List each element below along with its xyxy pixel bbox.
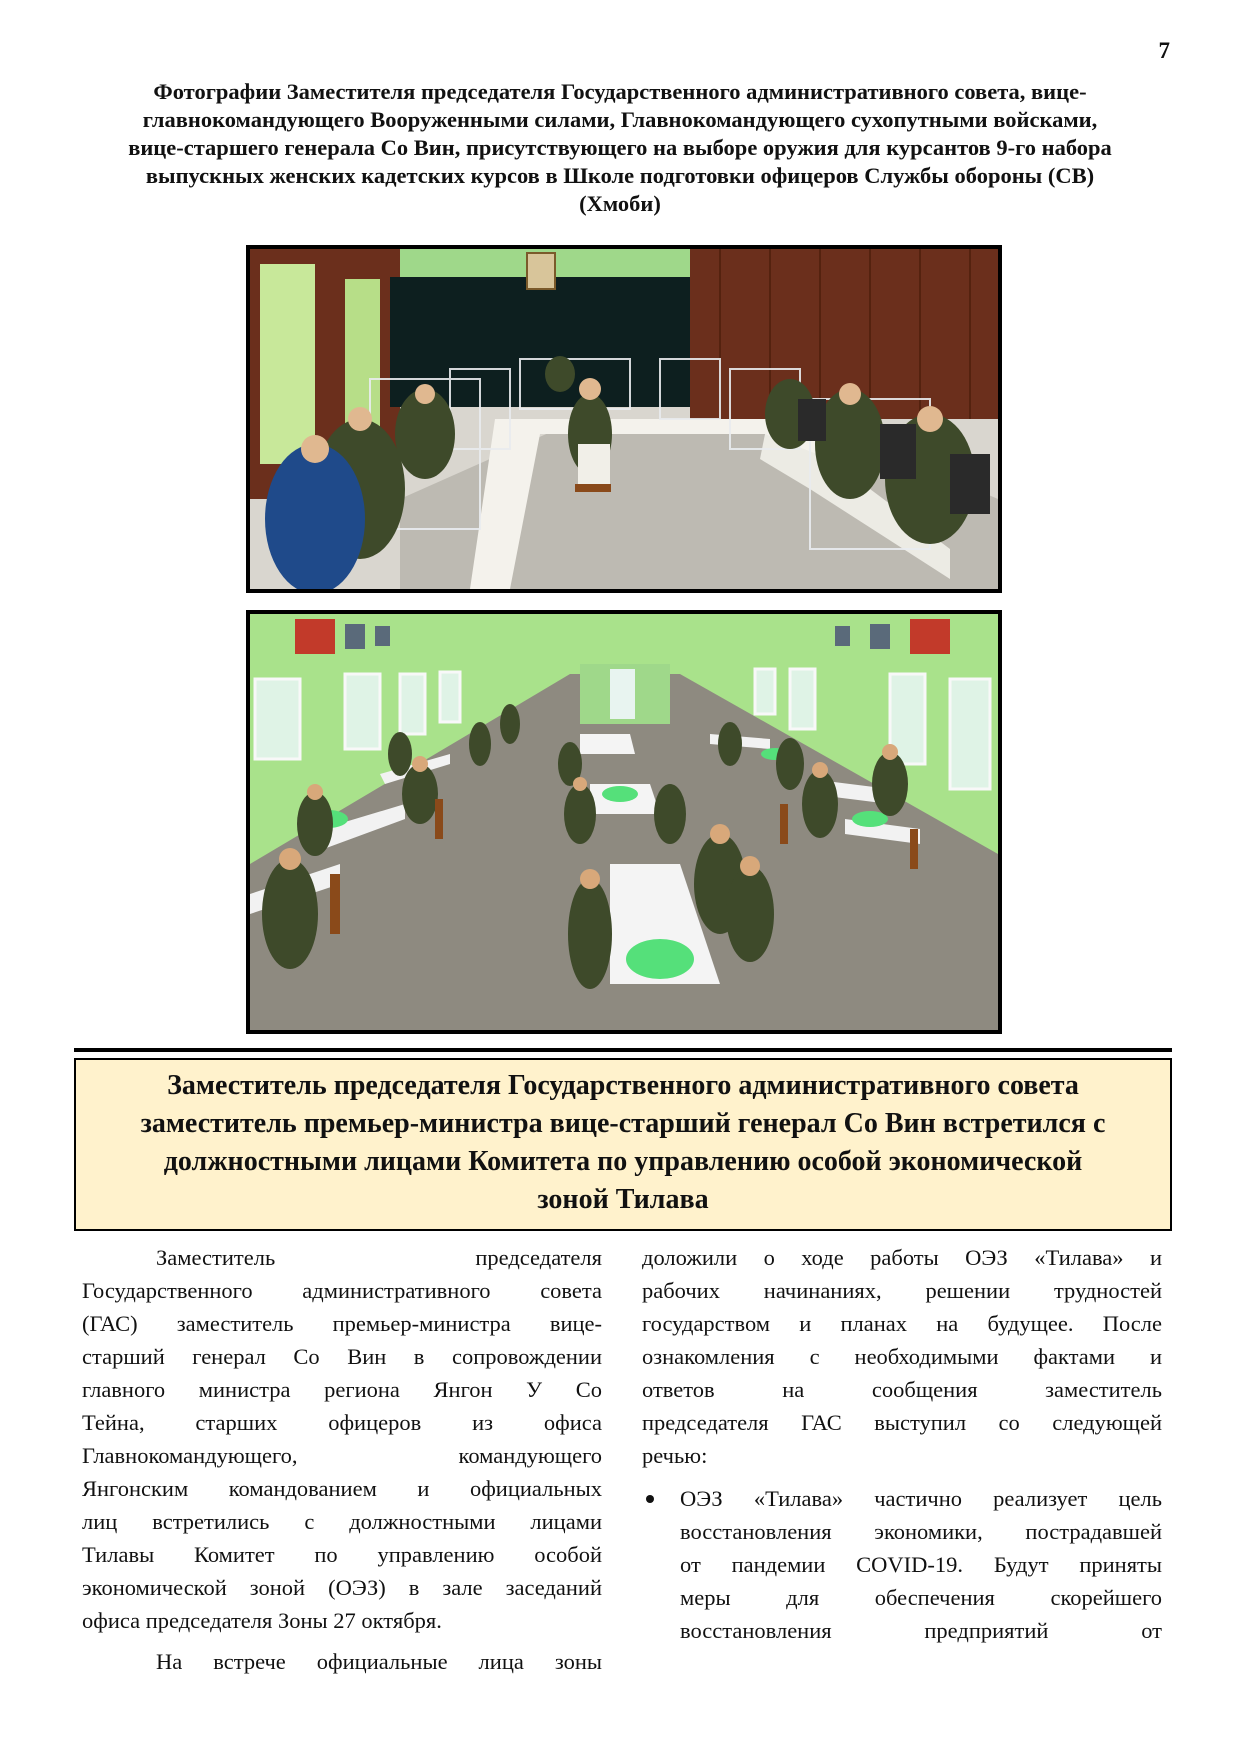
photo-caption xyxy=(80,78,1160,218)
article-headline xyxy=(74,1058,1172,1231)
page-number: 7 xyxy=(1158,38,1170,63)
text-line: Тилавы Комитет по управлению особой xyxy=(82,1542,602,1567)
section-divider xyxy=(74,1048,1172,1052)
text-line: офиса председателя Зоны 27 октября. xyxy=(82,1608,442,1633)
caption-line: Фотографии Заместителя председателя Государственного административного совета, вице- xyxy=(153,79,1087,104)
text-line: Заместитель председателя xyxy=(156,1245,602,1270)
headline-line: заместитель премьер-министра вице-старший генерал Со Вин встретился с xyxy=(140,1108,1106,1139)
meeting-hall-photo xyxy=(246,245,1002,593)
text-line: Государственного административного совета xyxy=(82,1278,602,1303)
bullet-dot-icon xyxy=(646,1495,654,1503)
text-line: восстановления экономики, пострадавшей xyxy=(680,1519,1162,1544)
text-line: старший генерал Со Вин в сопровождении xyxy=(82,1344,602,1369)
headline-line: зоной Тилава xyxy=(537,1184,709,1215)
text-line: Тейна, старших офицеров из офиса xyxy=(82,1410,602,1435)
text-line: государством и планах на будущее. После xyxy=(642,1311,1162,1336)
text-line: речью: xyxy=(642,1443,708,1468)
article-right-column xyxy=(642,1241,1162,1647)
text-line: председателя ГАС выступил со следующей xyxy=(642,1410,1162,1435)
text-line: Янгонским командованием и официальных xyxy=(82,1476,602,1501)
caption-line: выпускных женских кадетских курсов в Школе подготовки офицеров Службы обороны (СВ) xyxy=(145,163,1095,188)
meeting-hall-illustration xyxy=(250,249,998,589)
text-line: ознакомления с необходимыми фактами и xyxy=(642,1344,1162,1369)
text-line: ответов на сообщения заместитель xyxy=(642,1377,1162,1402)
caption-line: вице-старшего генерала Со Вин, присутствующего на выборе оружия для курсантов 9-го набора xyxy=(128,135,1112,160)
bullet-item xyxy=(642,1482,1162,1647)
headline-line: должностными лицами Комитета по управлению особой экономической xyxy=(163,1146,1083,1177)
headline-line: Заместитель председателя Государственного административного совета xyxy=(167,1070,1079,1101)
text-line: восстановления предприятий от xyxy=(680,1618,1162,1643)
dining-hall-photo xyxy=(246,610,1002,1034)
article-left-column xyxy=(82,1241,602,1678)
text-line: от пандемии COVID-19. Будут приняты xyxy=(680,1552,1162,1577)
caption-line: главнокомандующего Вооруженными силами, Главнокомандующего сухопутными войсками, xyxy=(142,107,1098,132)
text-line: меры для обеспечения скорейшего xyxy=(680,1585,1162,1610)
text-line: Главнокомандующего, командующего xyxy=(82,1443,602,1468)
text-line: лиц встретились с должностными лицами xyxy=(82,1509,602,1534)
dining-hall-illustration xyxy=(250,614,998,1030)
text-line: доложили о ходе работы ОЭЗ «Тилава» и xyxy=(642,1245,1162,1270)
text-line: ОЭЗ «Тилава» частично реализует цель xyxy=(680,1486,1162,1511)
text-line: главного министра региона Янгон У Со xyxy=(82,1377,602,1402)
text-line: экономической зоной (ОЭЗ) в зале заседаний xyxy=(82,1575,602,1600)
text-line: На встрече официальные лица зоны xyxy=(156,1649,602,1674)
text-line: (ГАС) заместитель премьер-министра вице- xyxy=(82,1311,602,1336)
text-line: рабочих начинаниях, решении трудностей xyxy=(642,1278,1162,1303)
caption-line: (Хмоби) xyxy=(579,191,661,216)
